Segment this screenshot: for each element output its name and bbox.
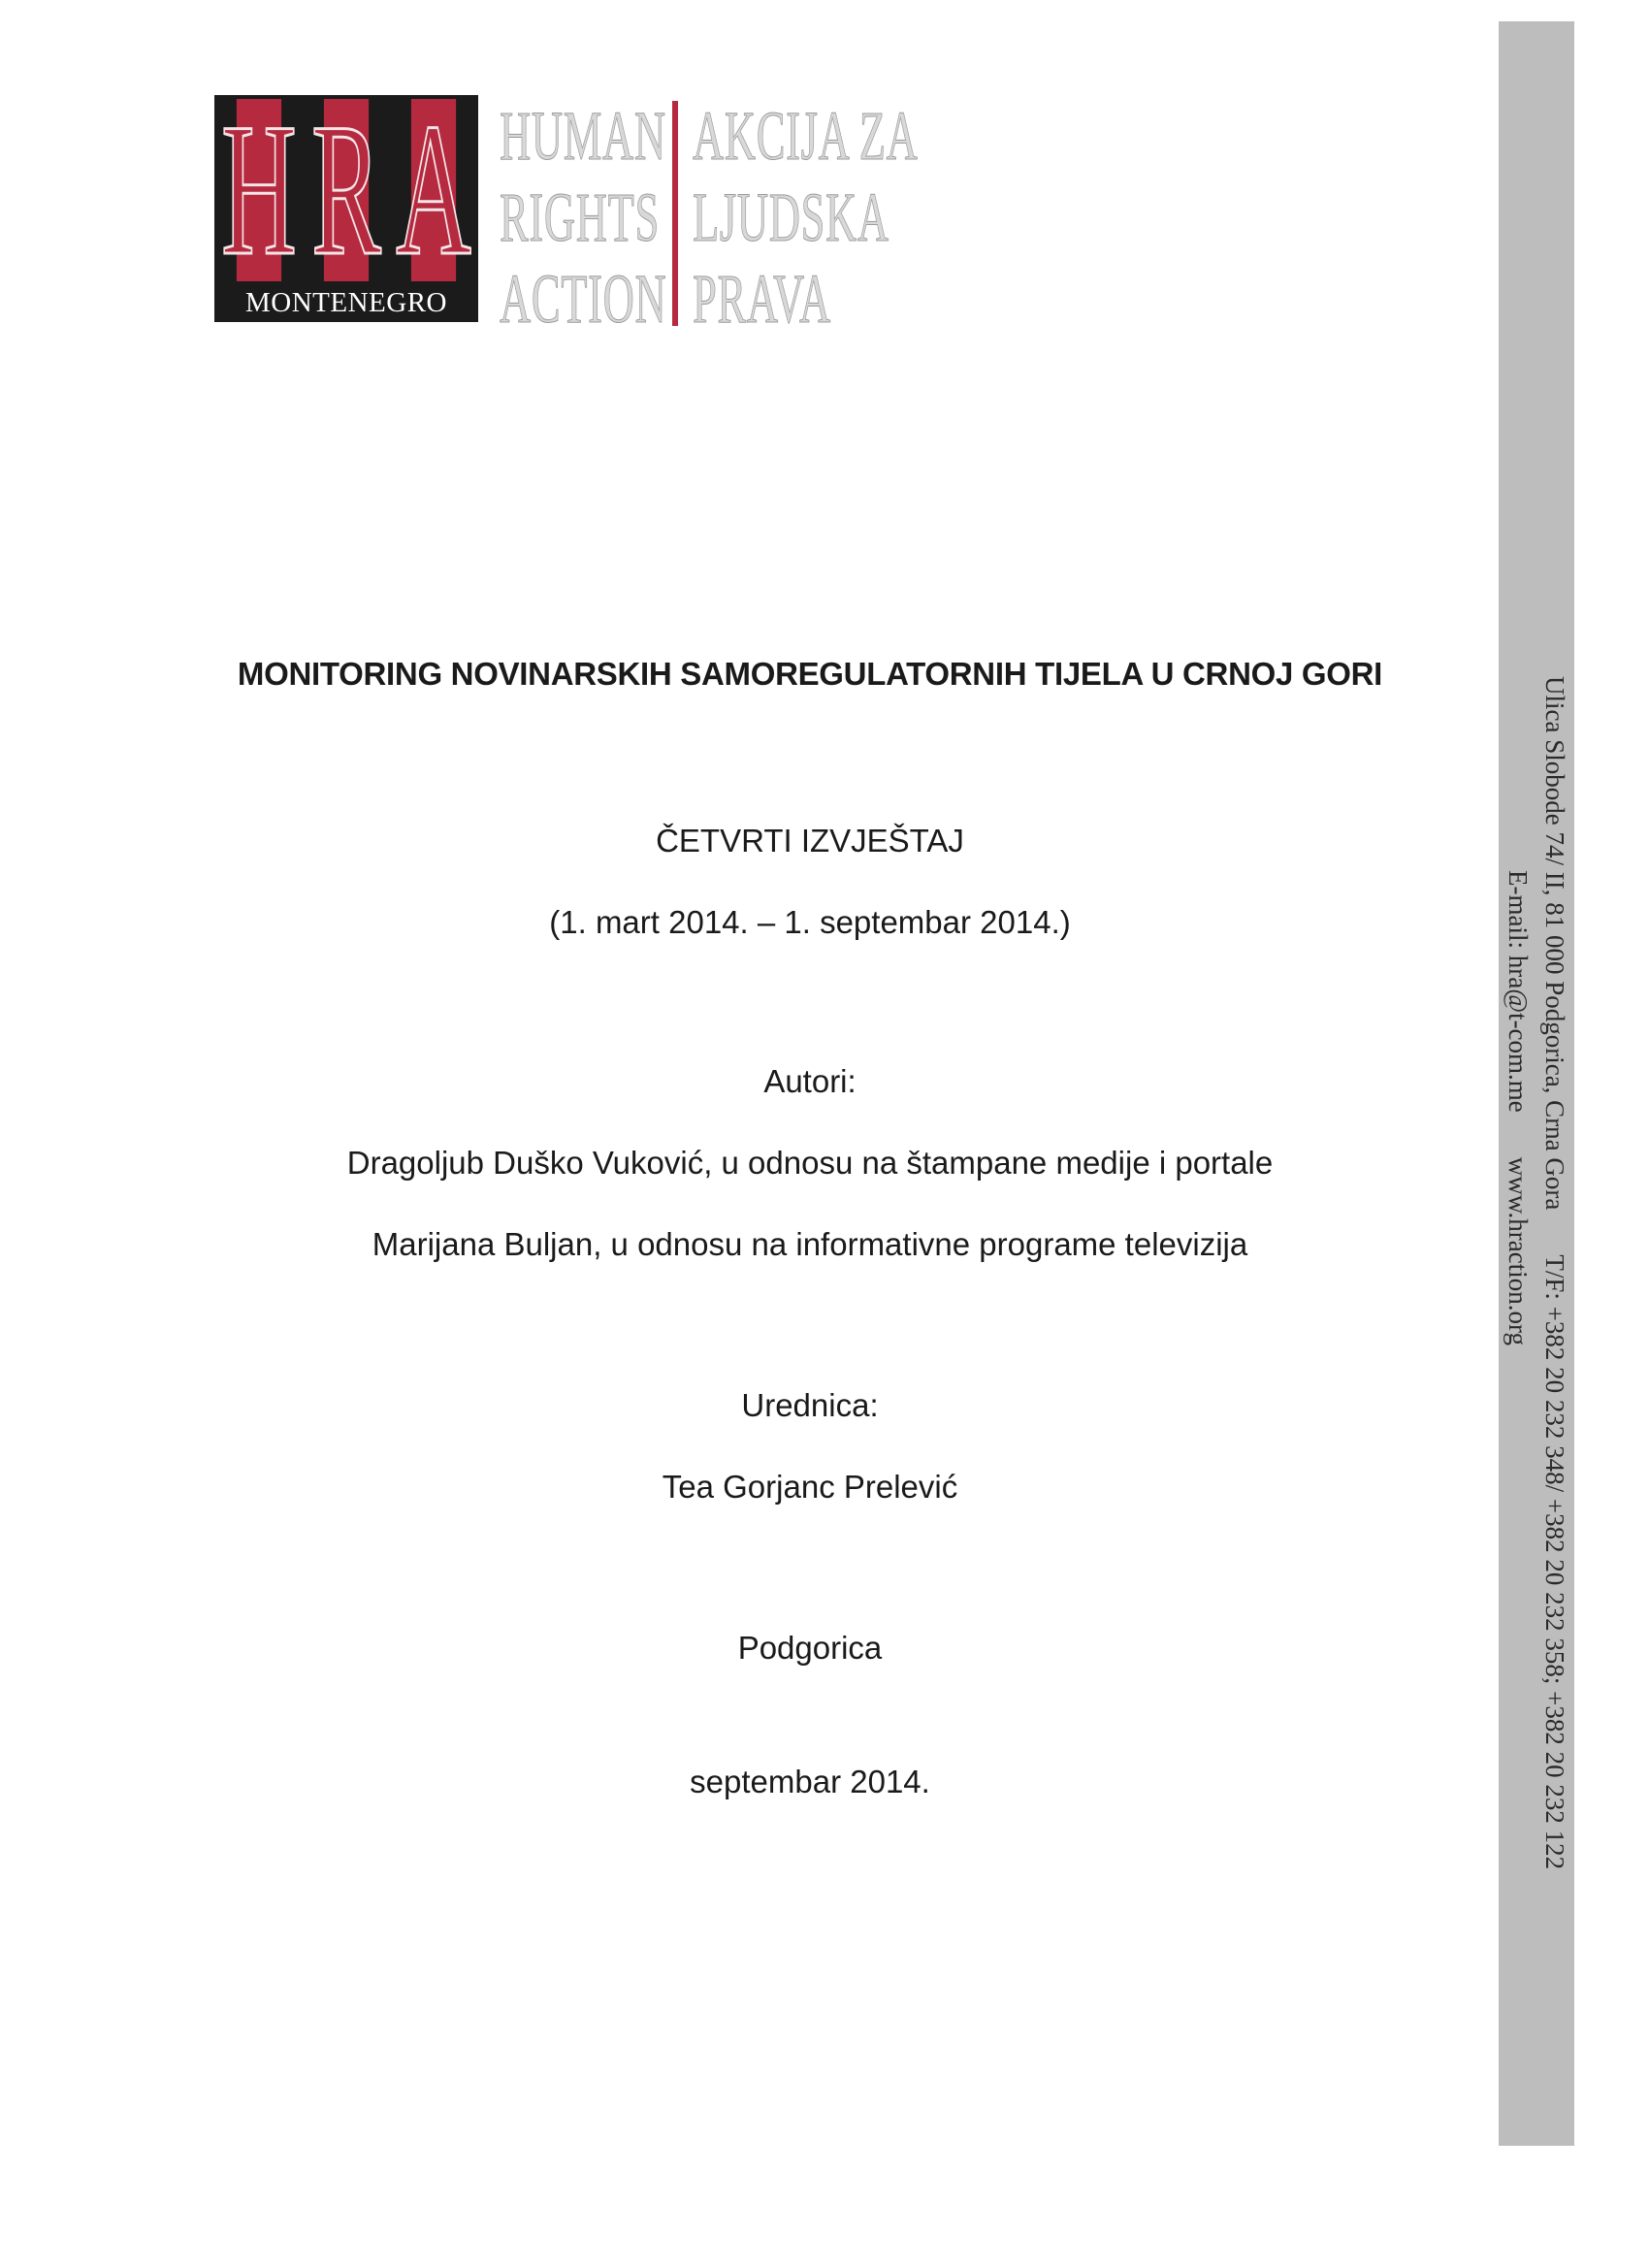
logo-word-akcija-za: AKCIJA ZA (693, 97, 919, 175)
contact-website: www.hraction.org (1504, 1156, 1533, 1345)
contact-address-line (1536, 113, 1573, 2054)
logo-word-prava: PRAVA (693, 260, 831, 338)
logo-letter-h: H (221, 84, 297, 295)
document-title: MONITORING NOVINARSKIH SAMOREGULATORNIH TIJELA U CRNOJ GORI (237, 656, 1383, 692)
contact-phone: T/F: +382 20 232 348/ +382 20 232 358; +382 20 232 122 (1540, 1254, 1569, 1870)
contact-online-line (1500, 113, 1536, 2054)
logo-emblem (214, 84, 478, 322)
logo-local-words (693, 95, 919, 340)
contact-address: Ulica Slobode 74/ II, 81 000 Podgorica, Crna Gora (1540, 676, 1569, 1211)
logo-english-words (500, 95, 666, 340)
document-subtitle: ČETVRTI IZVJEŠTAJ (656, 823, 964, 859)
logo-country: MONTENEGRO (245, 286, 447, 318)
author-2: Marijana Buljan, u odnosu na informativne programe televizija (372, 1226, 1248, 1262)
authors-label: Autori: (763, 1063, 857, 1099)
logo-word-human: HUMAN (500, 97, 666, 175)
editor-name: Tea Gorjanc Prelević (662, 1469, 958, 1505)
logo-letter-r: R (311, 84, 381, 295)
document-period: (1. mart 2014. – 1. septembar 2014.) (549, 904, 1071, 940)
logo-word-action: ACTION (500, 260, 667, 338)
editor-label: Urednica: (741, 1387, 879, 1423)
logo-word-rights: RIGHTS (500, 178, 660, 256)
contact-email: E-mail: hra@t-com.me (1504, 870, 1533, 1113)
author-1: Dragoljub Duško Vuković, u odnosu na štampane medije i portale (346, 1145, 1274, 1181)
document-city: Podgorica (737, 1630, 883, 1666)
logo-letter-a: A (396, 84, 471, 295)
contact-info (1500, 113, 1573, 2054)
logo-divider (672, 101, 678, 326)
document-date: septembar 2014. (690, 1764, 930, 1799)
hra-logo (214, 84, 919, 338)
logo-word-ljudska: LJUDSKA (693, 178, 889, 256)
